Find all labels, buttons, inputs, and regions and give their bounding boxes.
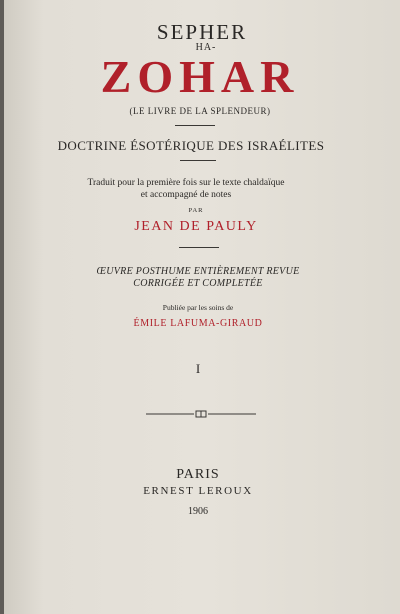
publisher: ERNEST LEROUX	[143, 485, 253, 497]
title-top: SEPHER	[156, 20, 248, 44]
divider-3	[179, 247, 219, 248]
translation-line-1: Traduit pour la première fois sur le texte chaldaïque	[87, 178, 285, 188]
doctrine: DOCTRINE ÉSOTÉRIQUE DES ISRAÉLITES	[57, 138, 325, 153]
title-page	[4, 0, 400, 614]
ornament	[146, 409, 256, 419]
title-mid: HA-	[195, 42, 217, 53]
editor: ÉMILE LAFUMA-GIRAUD	[133, 318, 263, 329]
author: JEAN DE PAULY	[134, 219, 258, 234]
oeuvre-line-1: ŒUVRE POSTHUME ENTIÈREMENT REVUE	[96, 266, 300, 277]
publiee-label: Publiée par les soins de	[162, 303, 234, 312]
subtitle: (LE LIVRE DE LA SPLENDEUR)	[129, 106, 271, 116]
year: 1906	[188, 506, 208, 517]
title-main: ZOHAR	[100, 51, 300, 102]
divider-1	[175, 125, 215, 126]
oeuvre-line-2: CORRIGÉE ET COMPLETÉE	[133, 278, 263, 289]
par-label: PAR	[188, 207, 204, 214]
volume-number: I	[195, 361, 201, 376]
city: PARIS	[176, 467, 220, 482]
translation-line-2: et accompagné de notes	[140, 190, 232, 200]
divider-2	[180, 160, 216, 161]
